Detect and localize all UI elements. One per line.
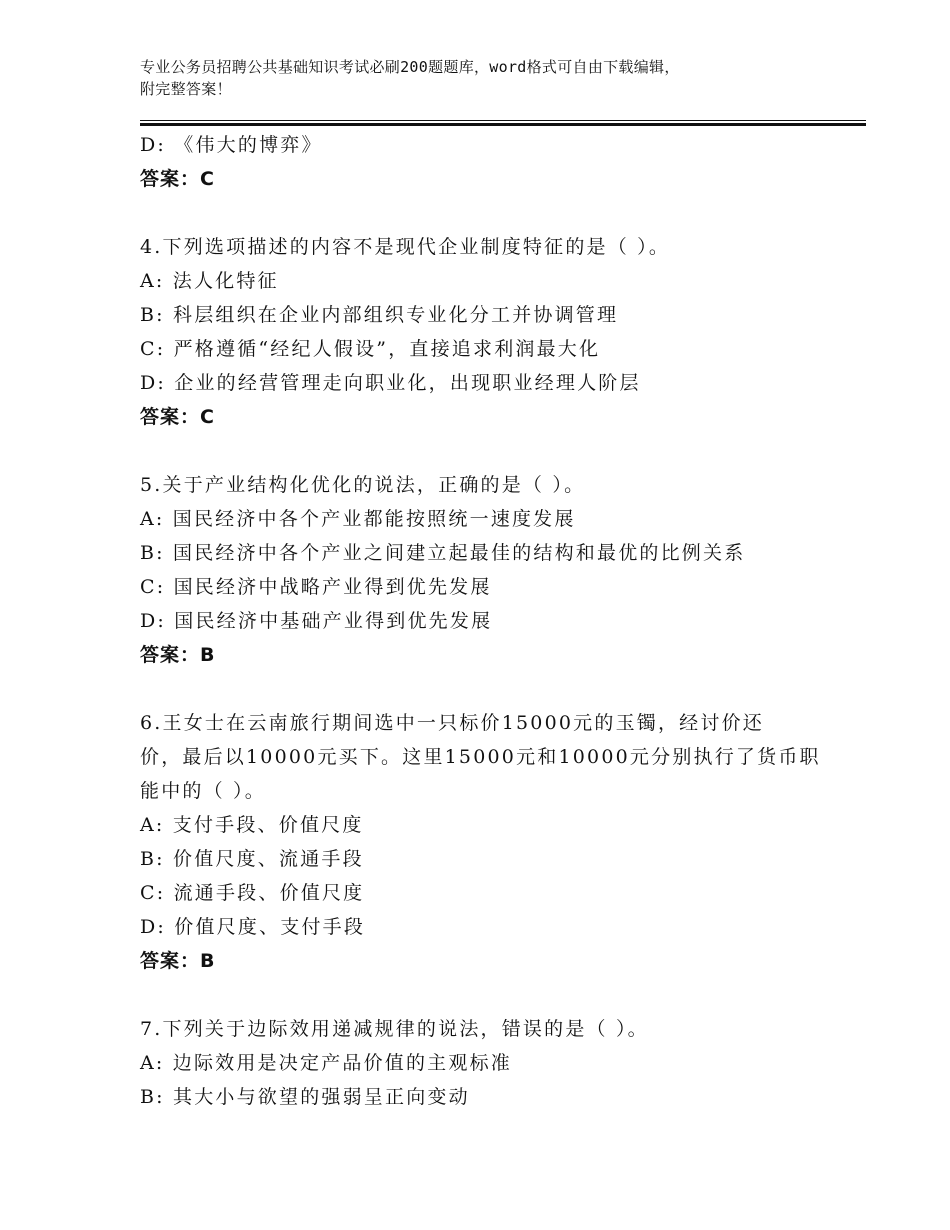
question-list (140, 128, 840, 1114)
option-b: B: 价值尺度、流通手段 (140, 848, 364, 870)
previous-question-tail (140, 128, 840, 196)
header-title-line-1: 专业公务员招聘公共基础知识考试必刷200题题库，word格式可自由下载编辑， (140, 58, 680, 76)
option-c: C: 流通手段、价值尺度 (140, 882, 365, 904)
question-text: 5.关于产业结构化优化的说法，正确的是（ ）。 (140, 474, 586, 496)
option-c: C: 严格遵循“经纪人假设”，直接追求利润最大化 (140, 338, 601, 360)
option-a: A: 法人化特征 (140, 270, 279, 292)
spacer (140, 196, 840, 230)
option-b: B: 其大小与欲望的强弱呈正向变动 (140, 1086, 470, 1108)
option-d: D: 价值尺度、支付手段 (140, 916, 366, 938)
answer-line: 答案：B (140, 644, 216, 666)
spacer (140, 434, 840, 468)
option-b: B: 科层组织在企业内部组织专业化分工并协调管理 (140, 304, 619, 326)
header-divider-thin (140, 120, 866, 121)
question-7 (140, 1012, 840, 1114)
option-a: A: 支付手段、价值尺度 (140, 814, 364, 836)
answer-line: 答案：B (140, 950, 216, 972)
question-text-line-2: 价，最后以10000元买下。这里15000元和10000元分别执行了货币职 (140, 746, 821, 768)
option-a: A: 国民经济中各个产业都能按照统一速度发展 (140, 508, 576, 530)
question-4 (140, 230, 840, 434)
answer-line: 答案：C (140, 168, 215, 190)
header-divider-thick (140, 123, 866, 126)
question-text: 4.下列选项描述的内容不是现代企业制度特征的是（ ）。 (140, 236, 671, 258)
answer-line: 答案：C (140, 406, 215, 428)
option-d: D: 企业的经营管理走向职业化，出现职业经理人阶层 (140, 372, 641, 394)
spacer (140, 672, 840, 706)
option-c: C: 国民经济中战略产业得到优先发展 (140, 576, 492, 598)
question-text-line-1: 6.王女士在云南旅行期间选中一只标价15000元的玉镯，经讨价还 (140, 712, 764, 734)
question-text: 7.下列关于边际效用递减规律的说法，错误的是（ ）。 (140, 1018, 649, 1040)
question-text-line-3: 能中的（ ）。 (140, 780, 266, 802)
option-d: D: 国民经济中基础产业得到优先发展 (140, 610, 493, 632)
header-title-line-2: 附完整答案！ (140, 80, 232, 98)
option-a: A: 边际效用是决定产品价值的主观标准 (140, 1052, 512, 1074)
question-6 (140, 706, 840, 978)
spacer (140, 978, 840, 1012)
question-5 (140, 468, 840, 672)
page-header (140, 56, 840, 100)
option-b: B: 国民经济中各个产业之间建立起最佳的结构和最优的比例关系 (140, 542, 746, 564)
option-d: D: 《伟大的博弈》 (140, 134, 323, 156)
